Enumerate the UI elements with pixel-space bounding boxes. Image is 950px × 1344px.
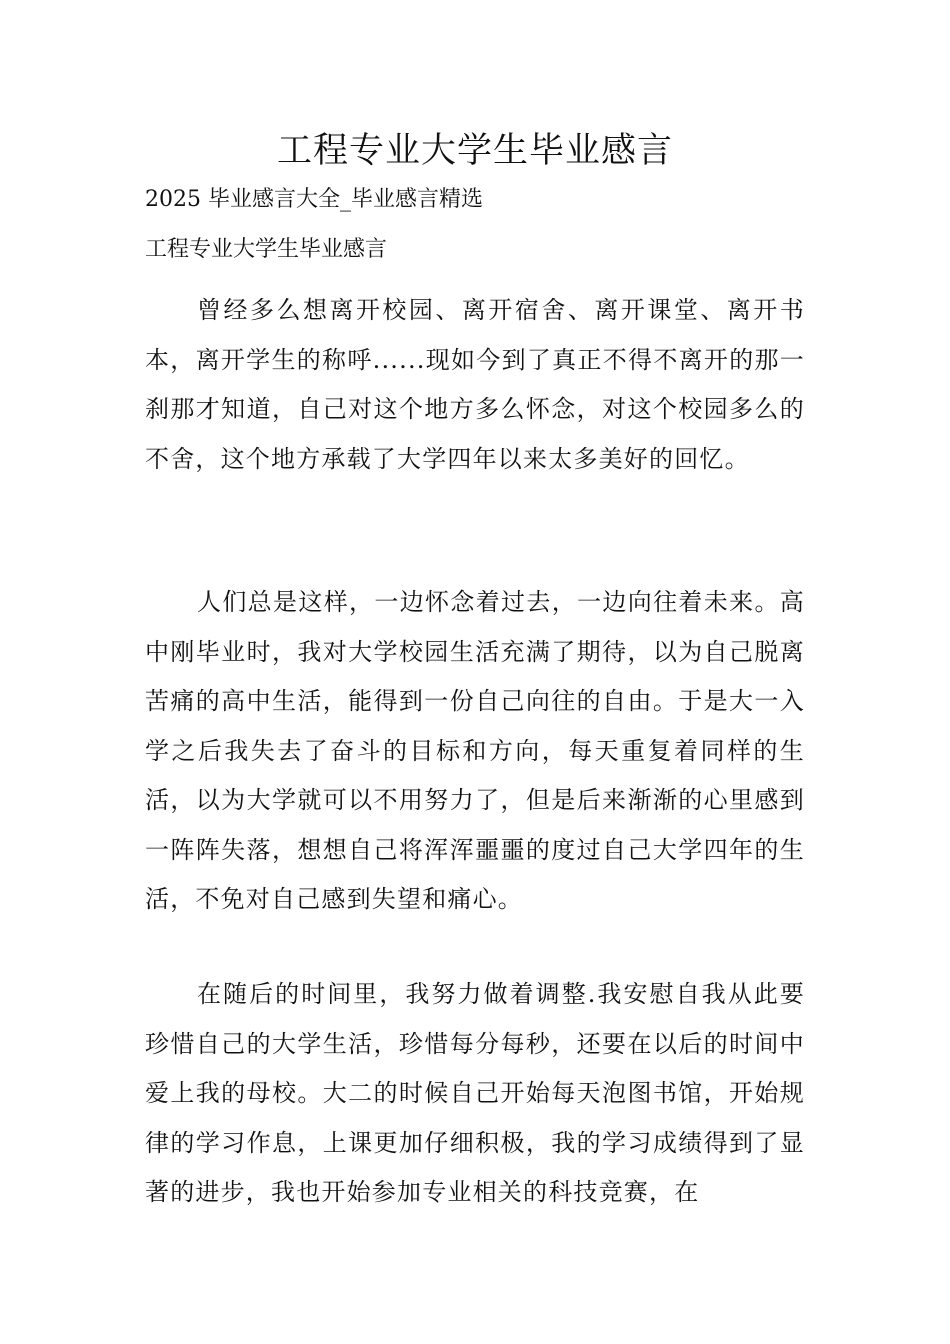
paragraph-3: 在随后的时间里，我努力做着调整.我安慰自我从此要珍惜自己的大学生活，珍惜每分每秒，还要在以后的时间中爱上我的母校。大二的时候自己开始每天泡图书馆，开始规律的学习作息，上课更加仔细积极，我的学习成绩得到了显著的进步，我也开始参加专业相关的科技竞赛，在: [145, 980, 805, 1206]
document-subtitle: 工程专业大学生毕业感言: [145, 237, 388, 262]
source-line: 2025 毕业感言大全_毕业感言精选: [145, 187, 483, 212]
document-title: 工程专业大学生毕业感言: [276, 131, 673, 171]
paragraph-2: 人们总是这样，一边怀念着过去，一边向往着未来。高中刚毕业时，我对大学校园生活充满了期待，以为自己脱离苦痛的高中生活，能得到一份自己向往的自由。于是大一入学之后我失去了奋斗的目标和方向，每天重复着同样的生活，以为大学就可以不用努力了，但是后来渐渐的心里感到一阵阵失落，想想自己将浑浑噩噩的度过自己大学四年的生活，不免对自己感到失望和痛心。: [145, 588, 805, 913]
paragraph-1: 曾经多么想离开校园、离开宿舍、离开课堂、离开书本，离开学生的称呼......现如今到了真正不得不离开的那一刹那才知道，自己对这个地方多么怀念，对这个校园多么的不舍，这个地方承载了大学四年以来太多美好的回忆。: [145, 296, 805, 473]
